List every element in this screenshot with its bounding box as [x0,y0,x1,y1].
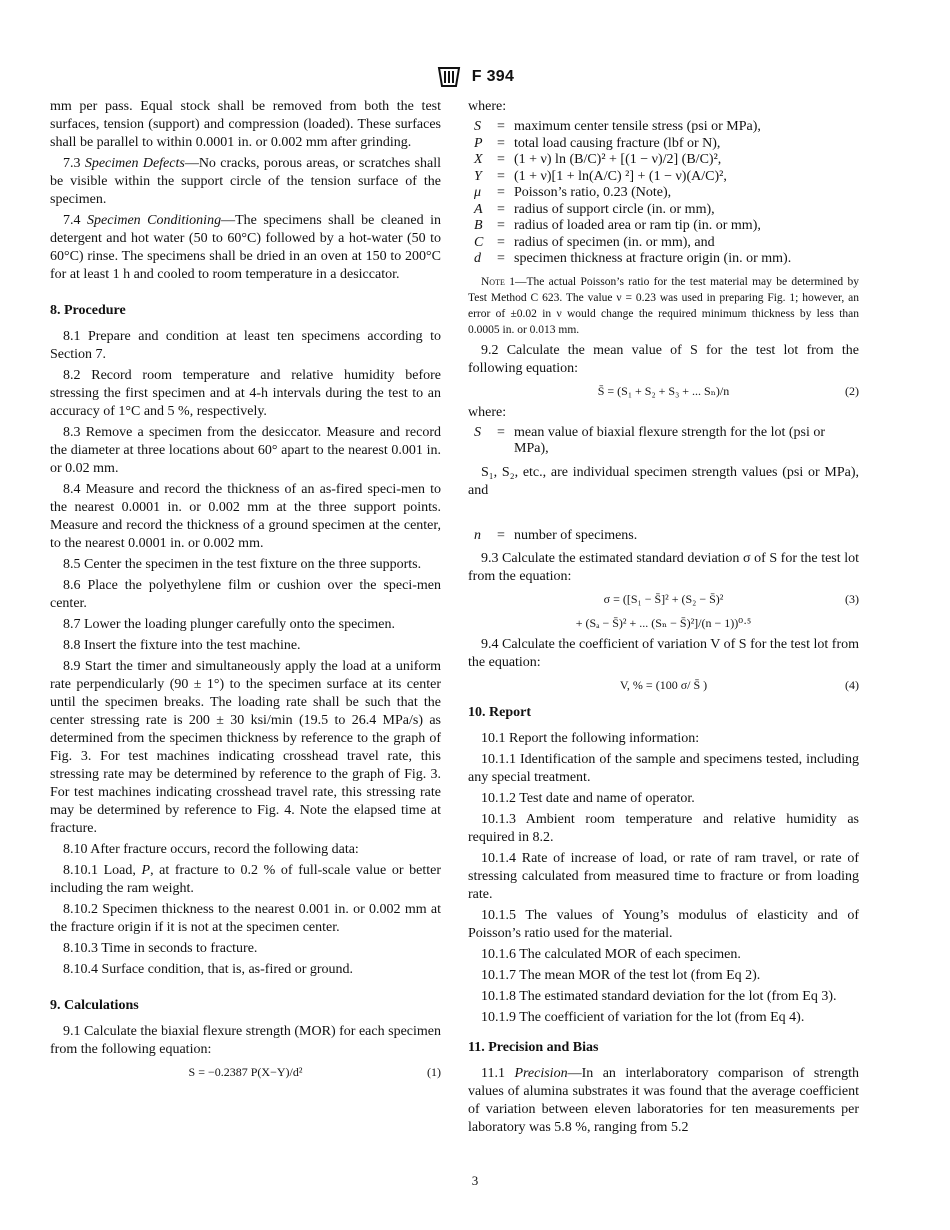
section-heading-precision-bias: 11. Precision and Bias [468,1040,599,1055]
right-column [468,98,859,1140]
paragraph-carryover: mm per pass. Equal stock shall be removed from both the test surfaces, tension (support) and compression (loaded). These surfaces shall be parallel to within 0.0001 in. or 0.002 mm after grinding. [50,99,441,150]
paragraph-10-1-8: 10.1.8 The estimated standard deviation for the lot (from Eq 3). [481,989,837,1004]
equation-1: S = −0.2387 P(X−Y)/d² (1) [188,1065,441,1079]
variable-definitions [468,119,859,268]
definition-row: μ = Poisson’s ratio, 0.23 (Note), [474,185,672,200]
definition-row: A = radius of support circle (in. or mm), [474,201,715,217]
equation-3-line-2: + (Sₐ − S̄)² + ... (Sₙ − S̄)²]/(n − 1))⁰·⁵ [575,616,752,630]
paragraph-10-1-3: 10.1.3 Ambient room temperature and relative humidity as required in 8.2. [468,812,859,845]
paragraph-8-6: 8.6 Place the polyethylene film or cushion over the speci-men center. [50,578,441,611]
paragraph-9-3: 9.3 Calculate the estimated standard deviation σ of S for the test lot from the equation: [468,551,859,584]
left-column [50,98,441,1085]
equation-4: V, % = (100 σ/ S̄ ) (4) [619,678,859,692]
definition-row: d = specimen thickness at fracture origin (in. or mm). [474,251,792,266]
paragraph-8-4: 8.4 Measure and record the thickness of an as-fired speci-men to the nearest 0.0001 in. or 0.002 mm at the three support points. Measure and record the thickness of a ground specimen at the center, to the nearest 0.0001 in. or 0.002 mm. [50,482,441,551]
equation-number: (2) [845,383,859,398]
paragraph-8-10-1: 8.10.1 Load, P, at fracture to 0.2 % of full-scale value or better including the ram weight. [50,863,441,896]
paragraph-8-10-2: 8.10.2 Specimen thickness to the nearest 0.001 in. or 0.002 mm at the fracture origin if it is not at the specimen center. [50,902,441,935]
paragraph-8-2: 8.2 Record room temperature and relative humidity before stressing the first specimen and at 4-h intervals during the test to an accuracy of 1°C and 5 %, respectively. [50,368,441,419]
paragraph-8-10-4: 8.10.4 Surface condition, that is, as-fired or ground. [63,962,354,977]
paragraph-10-1-9: 10.1.9 The coefficient of variation for the lot (from Eq 4). [481,1010,805,1025]
where-label: where: [468,99,507,114]
n-definition: n = number of specimens. [474,527,638,543]
mean-definition: S = mean value of biaxial flexure strength for the lot (psi or MPa), [474,424,826,456]
paragraph-10-1-5: 10.1.5 The values of Young’s modulus of elasticity and of Poisson’s ratio used for the material. [468,908,859,941]
section-heading-procedure: 8. Procedure [50,303,126,318]
definition-row: P = total load causing fracture (lbf or N), [474,135,721,151]
paragraph-9-4: 9.4 Calculate the coefficient of variation V of S for the test lot from the equation: [468,637,859,670]
section-heading-calculations: 9. Calculations [50,998,139,1013]
paragraph-10-1: 10.1 Report the following information: [481,731,700,746]
paragraph-9-2: 9.2 Calculate the mean value of S for the test lot from the following equation: [468,342,859,376]
paragraph-8-7: 8.7 Lower the loading plunger carefully onto the specimen. [63,617,396,632]
paragraph-9-1: 9.1 Calculate the biaxial flexure strength (MOR) for each specimen from the following equation: [50,1024,441,1057]
paragraph-8-9: 8.9 Start the timer and simultaneously apply the load at a uniform rate perpendicularly (90 ± 1°) to the specimen surface at its center until the specimen breaks. The loading rate shall be such that the center stressing rate is 200 ± 30 ksi/min (19.5 to 26.4 MPa/s) as determined from the specimen thickness by reference to the graph of Fig. 3. For test machines indicating crosshead travel rate, this stressing rate may be determined by reference to the graph of Fig. 3. For test machines indicating crosshead travel rate, this stressing rate may be determined by reference to Fig. 4. Note the elapsed time at fracture. [50,659,441,836]
paragraph-8-1: 8.1 Prepare and condition at least ten specimens according to Section 7. [50,329,441,362]
equation-2: S̄ = (S₁ + S₂ + S₃ + ... Sₙ)/n (2) [597,383,859,398]
equation-3-line-1: σ = ([S₁ − S̄]² + (S₂ − S̄)² (3) [603,592,859,606]
paragraph-10-1-2: 10.1.2 Test date and name of operator. [481,791,695,806]
page-number: 3 [471,1173,479,1188]
paragraph-7-3: 7.3 Specimen Defects—No cracks, porous areas, or scratches shall be visible within the support circle of the tension surface of the specimen. [50,156,441,207]
paragraph-8-5: 8.5 Center the specimen in the test fixture on the three supports. [63,557,422,572]
paragraph-8-8: 8.8 Insert the fixture into the test machine. [63,638,301,653]
definition-row: S = maximum center tensile stress (psi or MPa), [474,119,761,134]
paragraph-10-1-7: 10.1.7 The mean MOR of the test lot (from Eq 2). [481,968,761,983]
definition-row: B = radius of loaded area or ram tip (in. or mm), [474,218,761,233]
equation-number: (4) [845,678,859,692]
paragraph-8-3: 8.3 Remove a specimen from the desiccator. Measure and record the diameter at three locations about 60° apart to the nearest 0.001 in. or 0.02 mm. [50,425,441,476]
equation-number: (3) [845,592,859,606]
paragraph-8-10-3: 8.10.3 Time in seconds to fracture. [63,941,258,956]
section-heading-report: 10. Report [468,705,531,720]
paragraph-8-10: 8.10 After fracture occurs, record the following data: [63,842,359,857]
definition-row: C = radius of specimen (in. or mm), and [474,234,715,250]
paragraph-10-1-1: 10.1.1 Identification of the sample and specimens tested, including any special treatment. [468,752,859,785]
paragraph-11-1: 11.1 Precision—In an interlaboratory comparison of strength values of alumina substrates it was found that the average coefficient of variation between eleven laboratories for ten measurements per laboratory was 5.8 %, ranging from 5.2 [468,1066,859,1135]
paragraph-10-1-4: 10.1.4 Rate of increase of load, or rate of ram travel, or rate of stressing calculated from measured time to fracture or from loading rate. [468,851,859,902]
paragraph-7-4: 7.4 Specimen Conditioning—The specimens shall be cleaned in detergent and hot water (50 to 60°C) followed by a hot-water (50 to 60°C) rinse. The specimens shall be dried in an oven at 150 to 200°C for at least 1 h and cooled to room temperature in a desiccator. [50,213,442,282]
definition-row: X = (1 + ν) ln (B/C)² + [(1 − ν)/2] (B/C)², [474,152,722,167]
paragraph-s1-s2: S₁, S₂, etc., are individual specimen strength values (psi or MPa), and [468,464,859,498]
where-label: where: [468,404,507,420]
equation-number: (1) [427,1065,441,1079]
definition-row: Y = (1 + ν)[1 + ln(A/C) ²] + (1 − ν)(A/C)², [474,168,727,184]
note-1: Note 1—The actual Poisson’s ratio for the test material may be determined by Test Method C 623. The value ν = 0.23 was used in preparing Fig. 1; however, an error of ±0.02 in ν would change the required minimum thickness by less than 0.0005 in. or 0.013 mm. [468,275,859,336]
page-header [0,66,950,88]
standard-designation: F 394 [471,68,515,85]
astm-logo-icon [436,66,462,88]
paragraph-10-1-6: 10.1.6 The calculated MOR of each specimen. [481,947,741,962]
